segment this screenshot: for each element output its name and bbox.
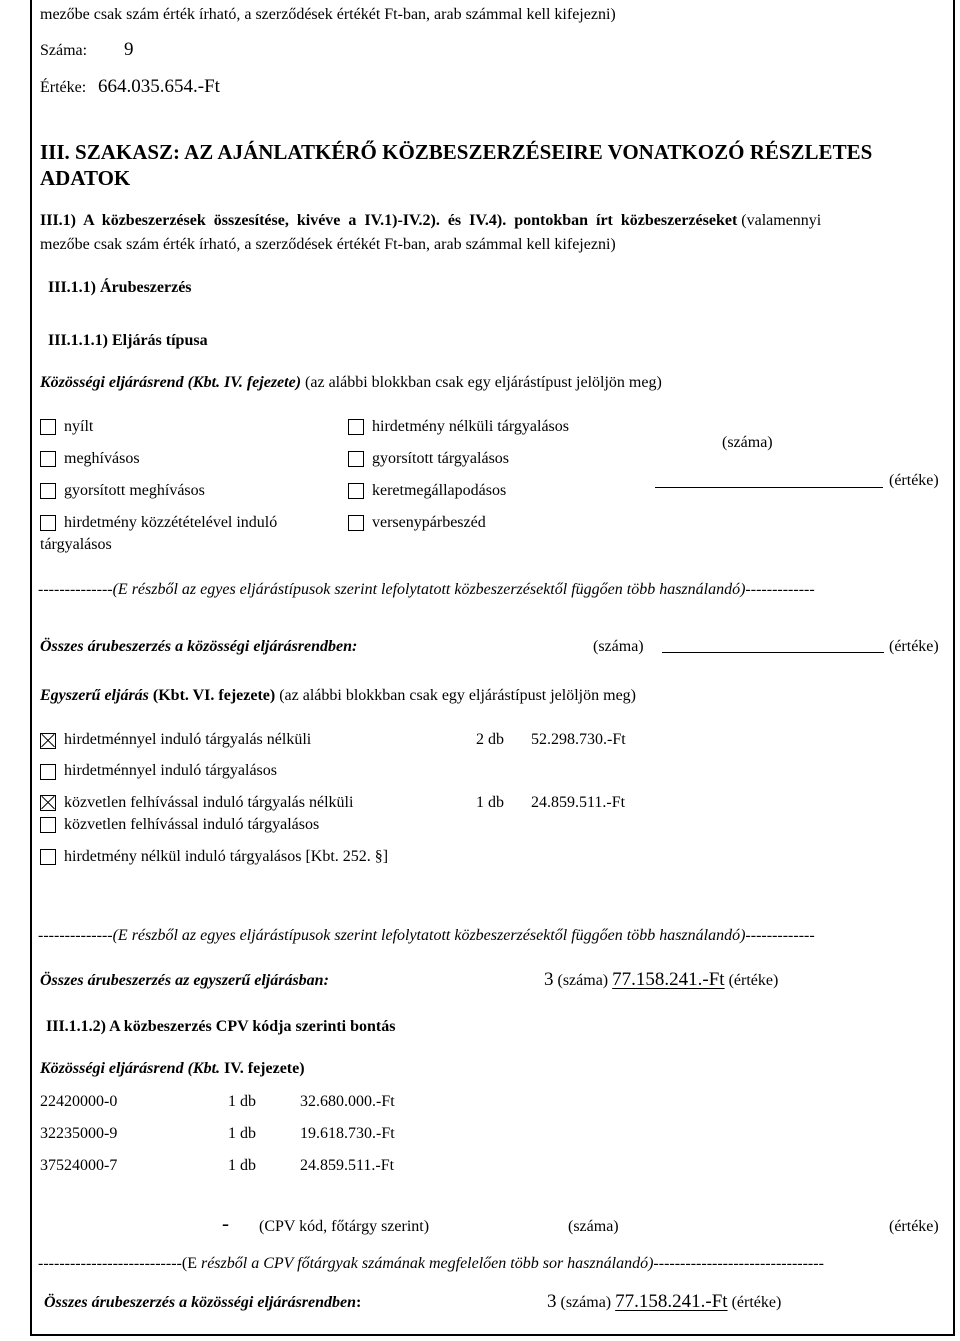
cpv-row-3-code: 37524000-7: [40, 1157, 118, 1174]
kozossegi-erteke-label: (értéke): [889, 472, 939, 489]
intro-line2: mezőbe csak szám érték írható, a szerződések értékét Ft-ban, arab számmal kell kifejezni): [40, 236, 616, 253]
cpv-kod-label: (CPV kód, főtárgy szerint): [259, 1218, 430, 1235]
egyszeru-title: Egyszerű eljárás (Kbt. VI. fejezete) (az alábbi blokkban csak egy eljárástípust jelöljön meg): [40, 687, 636, 704]
cpv-row-1-value: 32.680.000.-Ft: [300, 1093, 395, 1110]
egyszeru-item-5: hirdetmény nélkül induló tárgyalásos [Kbt. 252. §]: [64, 848, 389, 865]
checkbox-hirdetmeny-nelkuli[interactable]: [348, 419, 364, 435]
cpv-subtitle: Közösségi eljárásrend (Kbt. IV. fejezete): [40, 1060, 305, 1077]
egyszeru-item-2: hirdetménnyel induló tárgyalásos: [64, 762, 277, 779]
checkbox-meghivasos[interactable]: [40, 451, 56, 467]
egyszeru-item-4: közvetlen felhívással induló tárgyalásos: [64, 816, 320, 833]
cpv-erteke: (értéke): [889, 1218, 939, 1235]
total1-szama: (száma): [593, 638, 644, 655]
cpv-row-1-code: 22420000-0: [40, 1093, 118, 1110]
egyszeru-item-1-value: 52.298.730.-Ft: [531, 731, 626, 748]
intro-line1: III.1) A közbeszerzések összesítése, kivéve a IV.1)-IV.2). és IV.4). pontokban írt közbeszerzéseket (valamennyi: [40, 212, 822, 229]
checkbox-nyilt[interactable]: [40, 419, 56, 435]
option-hirdetmeny-nelkuli: hirdetmény nélküli tárgyalásos: [372, 418, 569, 435]
egyszeru-item-3-value: 24.859.511.-Ft: [531, 794, 626, 811]
total1-erteke-blank[interactable]: [662, 652, 884, 653]
checkbox-hirdetmennyel-nelkuli[interactable]: [40, 733, 56, 749]
total1-label: Összes árubeszerzés a közösségi eljárásrendben:: [40, 638, 358, 655]
total3-value-row: 3 (száma) 77.158.241.-Ft (értéke): [547, 1291, 782, 1312]
page-frame: [30, 0, 955, 1336]
checkbox-hirdetmennyel-targyalasos[interactable]: [40, 764, 56, 780]
option-meghivasos: meghívásos: [64, 450, 140, 467]
cpv-row-3-db: 1 db: [228, 1157, 256, 1174]
option-hirdetmeny-kozzetetelevel-wrap: tárgyalásos: [40, 536, 112, 553]
eljaras-tipusa-heading: III.1.1.1) Eljárás típusa: [48, 332, 208, 349]
checkbox-hirdetmeny-nelkul-induló[interactable]: [40, 849, 56, 865]
checkbox-gyorsitott-targyalasos[interactable]: [348, 451, 364, 467]
arubeszerzes-heading: III.1.1) Árubeszerzés: [48, 279, 192, 296]
total2-label: Összes árubeszerzés az egyszerű eljárásban:: [40, 972, 329, 989]
erteke-value: 664.035.654.-Ft: [98, 76, 220, 97]
szama-label: Száma:: [40, 42, 88, 59]
egyszeru-item-1-db: 2 db: [476, 731, 504, 748]
separator-1: --------------(E részből az egyes eljárástípusok szerint lefolytatott közbeszerzésektől függően több használandó)-------------: [38, 581, 815, 598]
checkbox-kozvetlen-nelkuli[interactable]: [40, 795, 56, 811]
option-versenyparbeszed: versenypárbeszéd: [372, 514, 486, 531]
cpv-dash: -: [222, 1211, 229, 1235]
egyszeru-item-1: hirdetménnyel induló tárgyalás nélküli: [64, 731, 312, 748]
total3-label: Összes árubeszerzés a közösségi eljárásrendben:: [44, 1294, 362, 1311]
kozossegi-erteke-blank[interactable]: [655, 487, 883, 488]
kozossegi-title: Közösségi eljárásrend (Kbt. IV. fejezete) (az alábbi blokkban csak egy eljárástípust jelöljön meg): [40, 374, 662, 391]
section-heading-line2: ADATOK: [40, 166, 131, 190]
total1-erteke: (értéke): [889, 638, 939, 655]
checkbox-kozvetlen-targyalasos[interactable]: [40, 817, 56, 833]
egyszeru-item-3: közvetlen felhívással induló tárgyalás nélküli: [64, 794, 354, 811]
option-gyorsitott-meghivasos: gyorsított meghívásos: [64, 482, 205, 499]
checkbox-hirdetmeny-kozzetetelevel[interactable]: [40, 515, 56, 531]
cpv-row-2-db: 1 db: [228, 1125, 256, 1142]
egyszeru-item-3-db: 1 db: [476, 794, 504, 811]
checkbox-keretmegallapodasos[interactable]: [348, 483, 364, 499]
separator-2: --------------(E részből az egyes eljárástípusok szerint lefolytatott közbeszerzésektől függően több használandó)-------------: [38, 927, 815, 944]
cpv-szama: (száma): [568, 1218, 619, 1235]
cpv-row-1-db: 1 db: [228, 1093, 256, 1110]
kozossegi-szama-label: (száma): [722, 434, 773, 451]
checkbox-gyorsitott-meghivasos[interactable]: [40, 483, 56, 499]
top-note: mezőbe csak szám érték írható, a szerződések értékét Ft-ban, arab számmal kell kifejezni): [40, 6, 616, 23]
szama-value: 9: [124, 39, 134, 60]
total2-value-row: 3 (száma) 77.158.241.-Ft (értéke): [544, 969, 779, 990]
erteke-label: Értéke:: [40, 79, 87, 96]
option-keretmegallapodasos: keretmegállapodásos: [372, 482, 507, 499]
checkbox-versenyparbeszed[interactable]: [348, 515, 364, 531]
cpv-row-3-value: 24.859.511.-Ft: [300, 1157, 395, 1174]
cpv-title: III.1.1.2) A közbeszerzés CPV kódja szerinti bontás: [46, 1018, 396, 1035]
option-hirdetmeny-kozzetetelevel: hirdetmény közzétételével induló: [64, 514, 278, 531]
cpv-row-2-value: 19.618.730.-Ft: [300, 1125, 395, 1142]
section-heading-line1: III. SZAKASZ: AZ AJÁNLATKÉRŐ KÖZBESZERZÉSEIRE VONATKOZÓ RÉSZLETES: [40, 140, 873, 164]
cpv-row-2-code: 32235000-9: [40, 1125, 118, 1142]
option-gyorsitott-targyalasos: gyorsított tárgyalásos: [372, 450, 510, 467]
option-nyilt: nyílt: [64, 418, 94, 435]
separator-3: ---------------------------(E részből a CPV főtárgyak számának megfelelően több sor használandó)--------------------------------: [38, 1255, 824, 1272]
